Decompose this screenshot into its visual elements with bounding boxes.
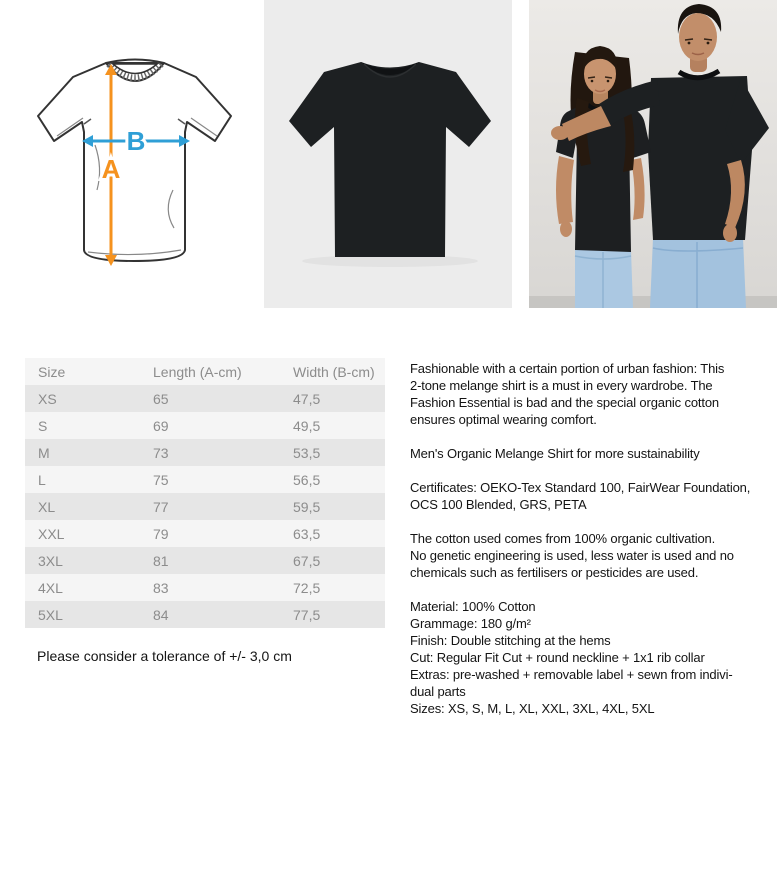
label-b: B	[126, 126, 146, 156]
table-cell: 73	[153, 444, 169, 461]
description-paragraph: Fashionable with a certain portion of urban fashion: This 2-tone melange shirt is a must in every wardrobe. The Fashion Essential is bad and the special organic cotton ensures optimal wearing comfort.	[410, 361, 725, 427]
table-row	[25, 547, 385, 574]
black-tshirt-flatlay	[264, 0, 512, 308]
tshirt-measurement-diagram	[0, 0, 248, 308]
size-table-section	[25, 358, 385, 664]
table-row	[25, 439, 385, 466]
table-cell: L	[38, 471, 46, 488]
table-cell: XS	[38, 390, 57, 407]
size-table	[25, 358, 385, 628]
table-row	[25, 385, 385, 412]
product-description	[410, 358, 777, 734]
table-cell: XXL	[38, 525, 65, 542]
size-table-body	[25, 385, 385, 628]
label-a: A	[101, 154, 121, 184]
table-row	[25, 574, 385, 601]
table-cell: 65	[153, 390, 169, 407]
table-cell: 63,5	[293, 525, 321, 542]
description-paragraph: Certificates: OEKO-Tex Standard 100, FairWear Foundation, OCS 100 Blended, GRS, PETA	[410, 480, 751, 512]
table-header-row	[25, 358, 385, 385]
table-cell: 77	[153, 498, 169, 515]
table-cell: 47,5	[293, 390, 321, 407]
description-paragraph: The cotton used comes from 100% organic cultivation. No genetic engineering is used, less water is used and no chemicals such as fertilisers or pesticides are used.	[410, 531, 734, 580]
table-cell: 49,5	[293, 417, 321, 434]
table-cell: 53,5	[293, 444, 321, 461]
table-cell: 67,5	[293, 552, 321, 569]
table-header-cell: Length (A-cm)	[153, 363, 242, 380]
description-paragraph: Men's Organic Melange Shirt for more sustainability	[410, 446, 700, 461]
table-cell: 79	[153, 525, 169, 542]
table-row	[25, 412, 385, 439]
image-row	[0, 0, 777, 308]
table-cell: S	[38, 417, 48, 434]
table-row	[25, 466, 385, 493]
content-row	[0, 358, 777, 734]
table-header-cell: Width (B-cm)	[293, 363, 375, 380]
table-cell: 4XL	[38, 579, 63, 596]
flatlay-image	[264, 0, 512, 308]
table-row	[25, 601, 385, 628]
table-cell: 56,5	[293, 471, 321, 488]
tolerance-note: Please consider a tolerance of +/- 3,0 cm	[37, 648, 292, 664]
table-row	[25, 493, 385, 520]
table-cell: 72,5	[293, 579, 321, 596]
table-cell: 83	[153, 579, 169, 596]
tshirt-outline	[38, 60, 231, 262]
table-cell: 69	[153, 417, 169, 434]
models-photo-image	[529, 0, 777, 308]
table-cell: 77,5	[293, 606, 321, 623]
size-diagram-image	[0, 0, 248, 308]
table-cell: 75	[153, 471, 169, 488]
table-cell: XL	[38, 498, 56, 515]
table-cell: 3XL	[38, 552, 63, 569]
table-row	[25, 520, 385, 547]
models-photo	[529, 0, 777, 308]
table-cell: 5XL	[38, 606, 63, 623]
description-paragraph: Material: 100% Cotton Grammage: 180 g/m² Finish: Double stitching at the hems Cut: Regular Fit Cut + round neckline + 1x1 rib collar Extras: pre-washed + removable label + sewn from indivi- dual parts Sizes: XS, S, M, L, XL, XXL, 3XL, 4XL, 5XL	[410, 599, 733, 716]
table-cell: M	[38, 444, 50, 461]
table-cell: 84	[153, 606, 169, 623]
table-header-cell: Size	[38, 363, 66, 380]
table-cell: 59,5	[293, 498, 321, 515]
table-cell: 81	[153, 552, 169, 569]
